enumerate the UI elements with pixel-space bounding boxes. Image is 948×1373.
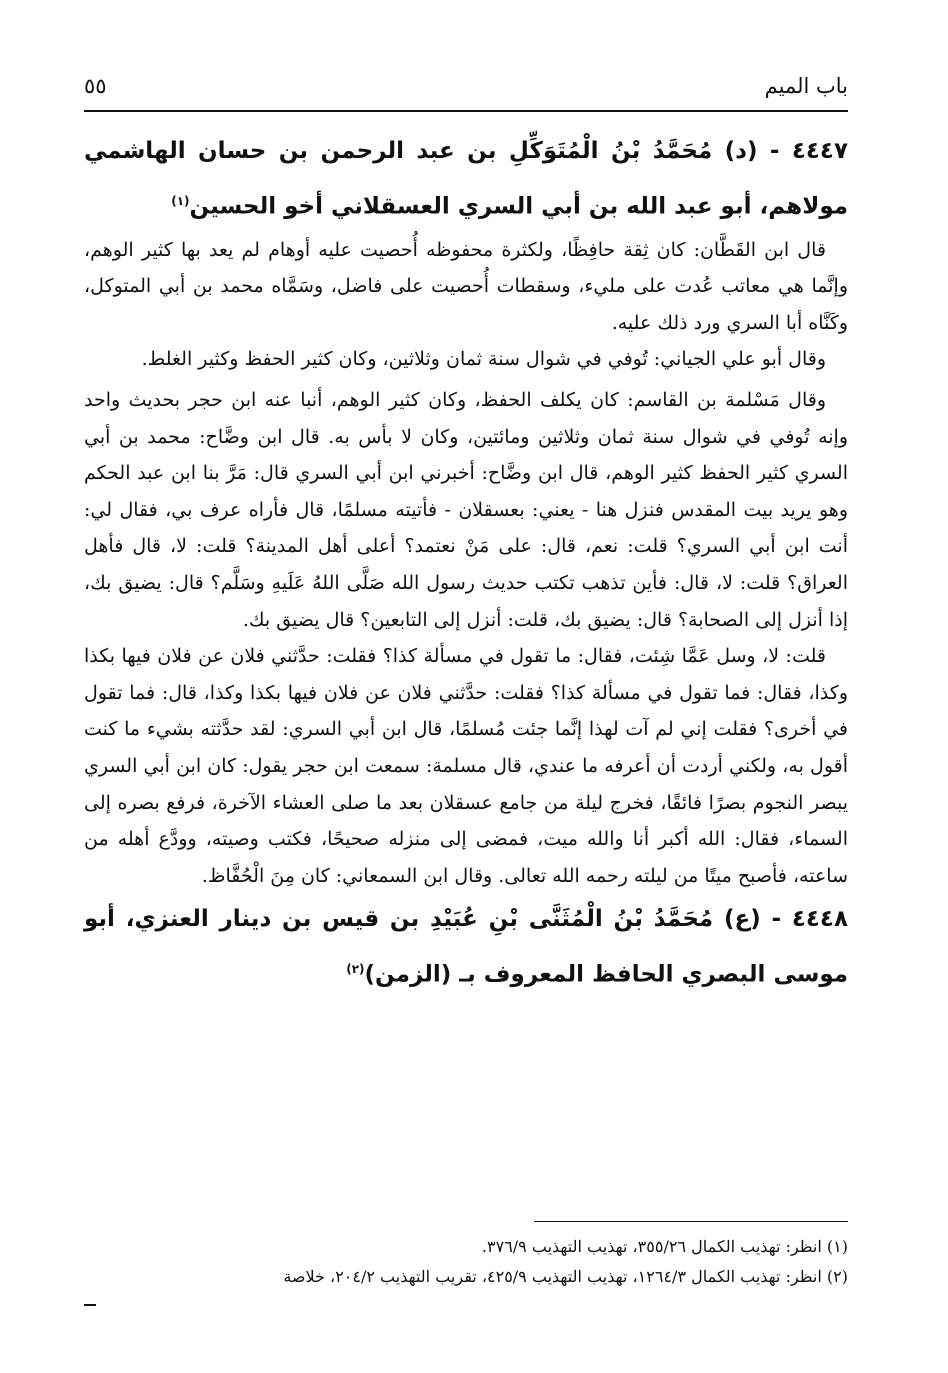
- paragraph: وقال مَسْلمة بن القاسم: كان يكلف الحفظ، وكان كثير الوهم، أنبا عنه ابن حجر بحديث واحد وإنه تُوفي في شوال سنة ثمان وثلاثين ومائتين، وكان لا بأس به. قال ابن وضَّاح: محمد بن أبي السري كثير الحفظ كثير الوهم، قال ابن وضَّاح: أخبرني ابن أبي السري قال: مَرَّ بنا ابن عبد الحكم وهو يريد بيت المقدس فنزل هنا - يعني: بعسقلان - فأتيته مسلمًا، قال فأراه عرف بي، فقال لي: أنت ابن أبي السري؟ قلت: نعم، قال: على مَنْ نعتمد؟ أعلى أهل المدينة؟ قلت: لا، قال فأهل العراق؟ قلت: لا، قال: فأين تذهب تكتب حديث رسول الله صَلَّى اللهُ عَلَيهِ وسَلَّم؟ قال: يضيق بك، إذا أنزل إلى الصحابة؟ قال: يضيق بك، قلت: أنزل إلى التابعين؟ قال يضيق بك.: [84, 389, 848, 631]
- chapter-title: باب الميم: [764, 74, 848, 98]
- entry-title: ٤٤٤٧ - (د) مُحَمَّدُ بْنُ الْمُتَوَكِّلِ بن عبد الرحمن بن حسان الهاشمي مولاهم، أبو عبد الله بن أبي السري العسقلاني أخو الحسين$^{(١)}$: [84, 138, 848, 220]
- footnote-separator: [534, 1221, 848, 1222]
- main-text: [84, 126, 848, 1000]
- page-number: ٥٥: [84, 74, 107, 98]
- footnote-ref: (١): [171, 194, 190, 208]
- footnote: (١) انظر: تهذيب الكمال ٣٥٥/٢٦، تهذيب التهذيب ٣٧٦/٩.: [481, 1237, 848, 1256]
- paragraph: وقال أبو علي الجياني: تُوفي في شوال سنة ثمان وثلاثين، وكان كثير الحفظ وكثير الغلط.: [141, 348, 826, 371]
- header-rule: [84, 110, 848, 112]
- continuation-mark: [84, 1304, 96, 1306]
- book-page: [84, 66, 848, 1356]
- paragraph: قلت: لا، وسل عَمَّا شِئت، فقال: ما تقول في مسألة كذا؟ فقلت: حدَّثني فلان عن فلان فيها بكذا وكذا، فقال: فما تقول في مسألة كذا؟ فقلت: حدَّثني فلان عن فلان فيها بكذا وكذا، قال: فما تقول في أخرى؟ فقلت إني لم آت لهذا إنَّما جئت مُسلمًا، قال ابن أبي السري: لقد حدَّثته بشيء ما كنت أقول به، ولكني أردت أن أعرفه ما عندي، قال مسلمة: سمعت ابن حجر يقول: كان ابن أبي السري يبصر النجوم بصرًا فائقًا، فخرج ليلة من جامع عسقلان بعد ما صلى العشاء الآخرة، فرفع بصره إلى السماء، فقال: الله أكبر أنا والله ميت، فمضى إلى منزله صحيحًا، فكتب وصيته، وودَّع أهله من ساعته، فأصبح ميتًا من ليلته رحمه الله تعالى. وقال ابن السمعاني: كان مِنَ الْحُفَّاظ.: [84, 645, 848, 887]
- paragraph: قال ابن القَطَّان: كان ثِقة حافِظًا، ولكثرة محفوظه أُحصيت عليه أوهام لم يعد بها كثير الوهم، وإنَّما هي معاتب عُدت على مليء، وسقطات أُحصيت على فاضل، وسَمَّاه محمد بن أبي المتوكل، وكَنَّاه أبا السري ورد ذلك عليه.: [84, 238, 848, 334]
- entry-title: ٤٤٤٨ - (ع) مُحَمَّدُ بْنُ الْمُثَنَّى بْنِ عُبَيْدِ بن قيس بن دينار العنزي، أبو موسى البصري الحافظ المعروف بـ (الزمن)$^{(٢)}$: [84, 906, 848, 988]
- footnote: (٢) انظر: تهذيب الكمال ١٢٦٤/٣، تهذيب التهذيب ٤٢٥/٩، تقريب التهذيب ٢٠٤/٢، خلاصة: [283, 1267, 848, 1286]
- footnotes: [84, 1232, 848, 1292]
- footnote-ref: (٢): [346, 962, 365, 977]
- running-header: [84, 66, 848, 106]
